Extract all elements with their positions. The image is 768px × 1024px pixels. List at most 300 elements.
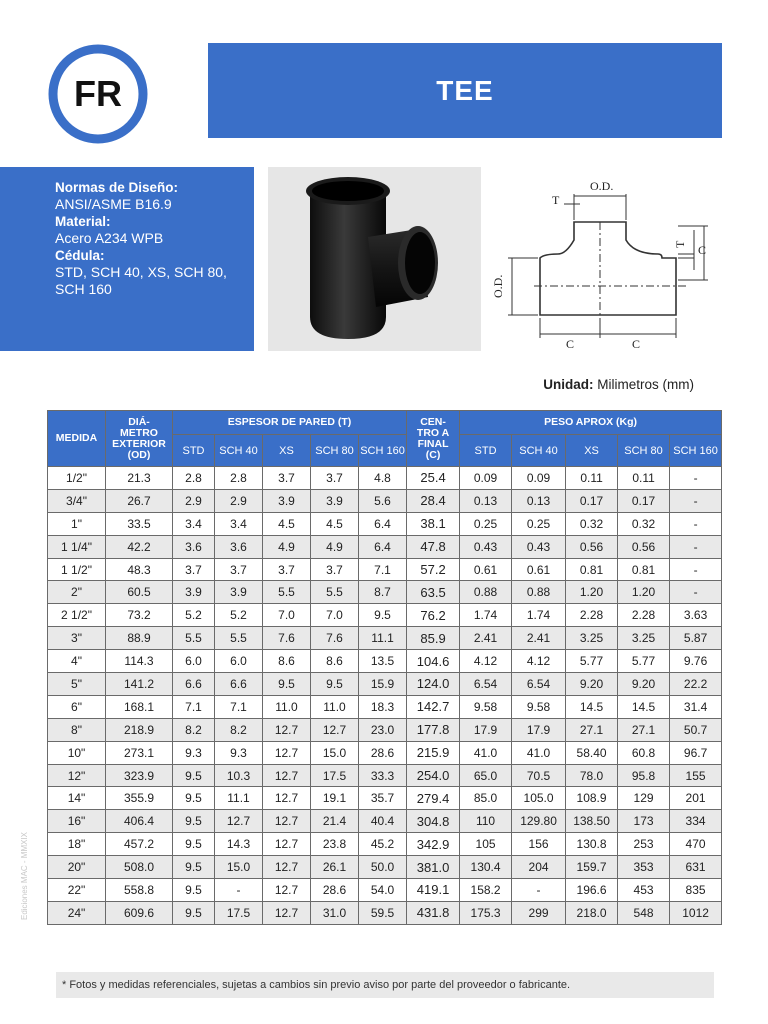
table-cell: 0.61 bbox=[512, 558, 566, 581]
unit-value: Milimetros (mm) bbox=[597, 377, 694, 392]
table-cell: 63.5 bbox=[407, 581, 460, 604]
table-cell: 141.2 bbox=[106, 673, 173, 696]
table-row bbox=[48, 695, 722, 718]
table-cell: 35.7 bbox=[359, 787, 407, 810]
table-row bbox=[48, 901, 722, 924]
table-cell: 273.1 bbox=[106, 741, 173, 764]
table-row bbox=[48, 650, 722, 673]
table-cell: 201 bbox=[670, 787, 722, 810]
table-cell: 42.2 bbox=[106, 535, 173, 558]
table-cell: 3.7 bbox=[215, 558, 263, 581]
company-logo bbox=[46, 44, 150, 144]
table-cell: 1" bbox=[48, 512, 106, 535]
table-cell: 10.3 bbox=[215, 764, 263, 787]
table-cell: 7.6 bbox=[311, 627, 359, 650]
table-cell: 45.2 bbox=[359, 833, 407, 856]
unit-label: Unidad: bbox=[543, 377, 594, 392]
table-cell: 353 bbox=[618, 856, 670, 879]
table-cell: 47.8 bbox=[407, 535, 460, 558]
table-cell: 26.1 bbox=[311, 856, 359, 879]
table-cell: 19.1 bbox=[311, 787, 359, 810]
table-cell: 253 bbox=[618, 833, 670, 856]
table-cell: 4" bbox=[48, 650, 106, 673]
table-row bbox=[48, 467, 722, 490]
table-cell: 835 bbox=[670, 879, 722, 902]
table-cell: 142.7 bbox=[407, 695, 460, 718]
table-cell: 114.3 bbox=[106, 650, 173, 673]
table-cell: 11.0 bbox=[263, 695, 311, 718]
table-row bbox=[48, 856, 722, 879]
table-cell: 17.5 bbox=[215, 901, 263, 924]
table-cell: 9.3 bbox=[215, 741, 263, 764]
technical-drawing bbox=[486, 170, 722, 354]
footnote: * Fotos y medidas referenciales, sujetas a cambios sin previo aviso por parte del proveedor o fabricante. bbox=[56, 972, 714, 998]
table-cell: 11.0 bbox=[311, 695, 359, 718]
design-standard-label: Normas de Diseño: bbox=[55, 180, 179, 195]
table-row bbox=[48, 879, 722, 902]
subheader-wall-sch80: SCH 80 bbox=[311, 435, 359, 467]
table-cell: 0.88 bbox=[512, 581, 566, 604]
table-cell: 9.58 bbox=[460, 695, 512, 718]
table-cell: 0.43 bbox=[460, 535, 512, 558]
table-cell: 453 bbox=[618, 879, 670, 902]
table-cell: 28.4 bbox=[407, 489, 460, 512]
table-cell: 76.2 bbox=[407, 604, 460, 627]
header-medida: MEDIDA bbox=[48, 411, 106, 467]
table-cell: 304.8 bbox=[407, 810, 460, 833]
side-credit: Ediciones MAC - MMXIX bbox=[20, 831, 29, 920]
table-cell: 5.5 bbox=[263, 581, 311, 604]
table-cell: 12" bbox=[48, 764, 106, 787]
table-cell: 2.8 bbox=[215, 467, 263, 490]
table-cell: 10" bbox=[48, 741, 106, 764]
table-row bbox=[48, 627, 722, 650]
table-cell: 17.9 bbox=[512, 718, 566, 741]
table-cell: 5.77 bbox=[566, 650, 618, 673]
table-cell: 12.7 bbox=[215, 810, 263, 833]
table-cell: 3.7 bbox=[263, 558, 311, 581]
table-cell: 0.56 bbox=[566, 535, 618, 558]
table-cell: 17.9 bbox=[460, 718, 512, 741]
drawing-od-top-label: O.D. bbox=[590, 179, 614, 193]
unit-note bbox=[543, 377, 694, 392]
table-cell: 2.41 bbox=[512, 627, 566, 650]
subheader-weight-std: STD bbox=[460, 435, 512, 467]
table-cell: 57.2 bbox=[407, 558, 460, 581]
table-cell: 48.3 bbox=[106, 558, 173, 581]
table-cell: 95.8 bbox=[618, 764, 670, 787]
table-cell: 173 bbox=[618, 810, 670, 833]
drawing-c-side-label: C bbox=[698, 243, 707, 257]
table-cell: 58.40 bbox=[566, 741, 618, 764]
table-cell: 12.7 bbox=[263, 901, 311, 924]
table-cell: 0.32 bbox=[566, 512, 618, 535]
table-cell: 7.1 bbox=[359, 558, 407, 581]
table-cell: 3.9 bbox=[263, 489, 311, 512]
table-cell: 155 bbox=[670, 764, 722, 787]
table-cell: 215.9 bbox=[407, 741, 460, 764]
table-cell: 1.20 bbox=[618, 581, 670, 604]
table-cell: 5" bbox=[48, 673, 106, 696]
table-cell: - bbox=[670, 581, 722, 604]
table-cell: 22.2 bbox=[670, 673, 722, 696]
table-cell: 3.25 bbox=[618, 627, 670, 650]
subheader-weight-sch40: SCH 40 bbox=[512, 435, 566, 467]
table-cell: 2" bbox=[48, 581, 106, 604]
table-cell: 130.8 bbox=[566, 833, 618, 856]
table-cell: 3.7 bbox=[173, 558, 215, 581]
table-row bbox=[48, 810, 722, 833]
table-cell: 0.25 bbox=[512, 512, 566, 535]
table-cell: 8.7 bbox=[359, 581, 407, 604]
table-cell: 28.6 bbox=[311, 879, 359, 902]
table-cell: 419.1 bbox=[407, 879, 460, 902]
subheader-wall-xs: XS bbox=[263, 435, 311, 467]
table-cell: 0.09 bbox=[460, 467, 512, 490]
table-cell: 54.0 bbox=[359, 879, 407, 902]
table-cell: 11.1 bbox=[215, 787, 263, 810]
table-cell: 4.8 bbox=[359, 467, 407, 490]
table-cell: 8.6 bbox=[311, 650, 359, 673]
table-cell: 7.6 bbox=[263, 627, 311, 650]
table-cell: 0.43 bbox=[512, 535, 566, 558]
table-row bbox=[48, 787, 722, 810]
table-cell: 5.2 bbox=[173, 604, 215, 627]
table-cell: - bbox=[670, 489, 722, 512]
table-cell: 0.11 bbox=[618, 467, 670, 490]
table-cell: 175.3 bbox=[460, 901, 512, 924]
table-cell: 27.1 bbox=[618, 718, 670, 741]
table-cell: 60.8 bbox=[618, 741, 670, 764]
table-cell: 129 bbox=[618, 787, 670, 810]
table-cell: - bbox=[670, 467, 722, 490]
table-cell: 3.25 bbox=[566, 627, 618, 650]
table-cell: 4.12 bbox=[460, 650, 512, 673]
subheader-wall-std: STD bbox=[173, 435, 215, 467]
table-cell: 0.13 bbox=[460, 489, 512, 512]
table-cell: 78.0 bbox=[566, 764, 618, 787]
table-cell: 59.5 bbox=[359, 901, 407, 924]
table-cell: 8.2 bbox=[173, 718, 215, 741]
material-value: Acero A234 WPB bbox=[55, 230, 164, 246]
table-cell: 3/4" bbox=[48, 489, 106, 512]
table-cell: 7.0 bbox=[311, 604, 359, 627]
table-row bbox=[48, 673, 722, 696]
table-cell: 7.1 bbox=[173, 695, 215, 718]
table-cell: 299 bbox=[512, 901, 566, 924]
table-cell: 12.7 bbox=[263, 764, 311, 787]
table-cell: 4.5 bbox=[263, 512, 311, 535]
subheader-weight-xs: XS bbox=[566, 435, 618, 467]
table-cell: 8" bbox=[48, 718, 106, 741]
drawing-od-side-label: O.D. bbox=[491, 274, 505, 298]
table-cell: 0.32 bbox=[618, 512, 670, 535]
table-cell: 2.8 bbox=[173, 467, 215, 490]
table-cell: 9.20 bbox=[566, 673, 618, 696]
table-cell: 12.7 bbox=[263, 787, 311, 810]
table-cell: 50.7 bbox=[670, 718, 722, 741]
table-cell: 2.9 bbox=[173, 489, 215, 512]
table-cell: 22" bbox=[48, 879, 106, 902]
dimensions-table bbox=[47, 410, 722, 925]
table-cell: - bbox=[215, 879, 263, 902]
table-cell: 0.56 bbox=[618, 535, 670, 558]
table-cell: 41.0 bbox=[460, 741, 512, 764]
table-cell: 406.4 bbox=[106, 810, 173, 833]
table-cell: 5.5 bbox=[311, 581, 359, 604]
table-cell: 41.0 bbox=[512, 741, 566, 764]
table-cell: 33.3 bbox=[359, 764, 407, 787]
table-cell: 9.5 bbox=[173, 901, 215, 924]
table-cell: 60.5 bbox=[106, 581, 173, 604]
table-cell: 12.7 bbox=[263, 741, 311, 764]
subheader-wall-sch40: SCH 40 bbox=[215, 435, 263, 467]
table-cell: 9.5 bbox=[173, 856, 215, 879]
table-cell: 3.9 bbox=[173, 581, 215, 604]
table-cell: 168.1 bbox=[106, 695, 173, 718]
table-cell: 9.5 bbox=[311, 673, 359, 696]
subheader-weight-sch160: SCH 160 bbox=[670, 435, 722, 467]
table-cell: 11.1 bbox=[359, 627, 407, 650]
table-cell: 13.5 bbox=[359, 650, 407, 673]
table-cell: - bbox=[512, 879, 566, 902]
header-center-to-end: CEN- TRO A FINAL (C) bbox=[407, 411, 460, 467]
table-cell: 2.9 bbox=[215, 489, 263, 512]
table-cell: 4.9 bbox=[263, 535, 311, 558]
table-row bbox=[48, 604, 722, 627]
drawing-c-bottom-right-label: C bbox=[632, 337, 641, 351]
table-cell: 4.5 bbox=[311, 512, 359, 535]
table-cell: 2.28 bbox=[618, 604, 670, 627]
table-cell: 1.74 bbox=[512, 604, 566, 627]
table-cell: 3.7 bbox=[311, 558, 359, 581]
table-cell: 6.54 bbox=[512, 673, 566, 696]
table-cell: 17.5 bbox=[311, 764, 359, 787]
table-cell: 508.0 bbox=[106, 856, 173, 879]
table-cell: 21.4 bbox=[311, 810, 359, 833]
table-cell: 1 1/2" bbox=[48, 558, 106, 581]
table-cell: 6.4 bbox=[359, 535, 407, 558]
table-cell: 1 1/4" bbox=[48, 535, 106, 558]
schedule-label: Cédula: bbox=[55, 248, 105, 263]
table-cell: 12.7 bbox=[311, 718, 359, 741]
table-cell: 1.20 bbox=[566, 581, 618, 604]
table-cell: 16" bbox=[48, 810, 106, 833]
table-cell: 85.0 bbox=[460, 787, 512, 810]
table-cell: 323.9 bbox=[106, 764, 173, 787]
table-cell: 18.3 bbox=[359, 695, 407, 718]
table-cell: 9.5 bbox=[173, 764, 215, 787]
subheader-weight-sch80: SCH 80 bbox=[618, 435, 670, 467]
table-cell: 12.7 bbox=[263, 833, 311, 856]
table-cell: 0.17 bbox=[618, 489, 670, 512]
table-row bbox=[48, 489, 722, 512]
drawing-c-bottom-left-label: C bbox=[566, 337, 575, 351]
table-cell: 14.5 bbox=[566, 695, 618, 718]
table-cell: 6" bbox=[48, 695, 106, 718]
specs-panel bbox=[0, 167, 254, 351]
table-cell: 33.5 bbox=[106, 512, 173, 535]
table-cell: 31.4 bbox=[670, 695, 722, 718]
table-cell: 12.7 bbox=[263, 879, 311, 902]
table-cell: 6.6 bbox=[173, 673, 215, 696]
table-cell: 31.0 bbox=[311, 901, 359, 924]
table-cell: 470 bbox=[670, 833, 722, 856]
table-cell: 342.9 bbox=[407, 833, 460, 856]
table-cell: 38.1 bbox=[407, 512, 460, 535]
table-cell: 3.63 bbox=[670, 604, 722, 627]
table-cell: - bbox=[670, 558, 722, 581]
table-cell: 631 bbox=[670, 856, 722, 879]
table-cell: 3" bbox=[48, 627, 106, 650]
drawing-t-top-label: T bbox=[552, 193, 560, 207]
table-cell: 3.6 bbox=[173, 535, 215, 558]
table-cell: 9.5 bbox=[173, 833, 215, 856]
table-row bbox=[48, 741, 722, 764]
table-cell: 15.9 bbox=[359, 673, 407, 696]
table-cell: 24" bbox=[48, 901, 106, 924]
table-cell: 28.6 bbox=[359, 741, 407, 764]
table-cell: 1/2" bbox=[48, 467, 106, 490]
table-cell: 5.5 bbox=[173, 627, 215, 650]
table-cell: 23.8 bbox=[311, 833, 359, 856]
table-row bbox=[48, 535, 722, 558]
table-cell: 3.7 bbox=[311, 467, 359, 490]
table-cell: 3.4 bbox=[173, 512, 215, 535]
table-cell: 7.1 bbox=[215, 695, 263, 718]
table-cell: 14.5 bbox=[618, 695, 670, 718]
table-cell: 85.9 bbox=[407, 627, 460, 650]
table-row bbox=[48, 512, 722, 535]
table-cell: 40.4 bbox=[359, 810, 407, 833]
table-cell: 218.0 bbox=[566, 901, 618, 924]
table-cell: 156 bbox=[512, 833, 566, 856]
table-cell: 9.3 bbox=[173, 741, 215, 764]
table-cell: 15.0 bbox=[311, 741, 359, 764]
table-cell: 0.13 bbox=[512, 489, 566, 512]
table-cell: 65.0 bbox=[460, 764, 512, 787]
table-cell: 609.6 bbox=[106, 901, 173, 924]
table-cell: 6.0 bbox=[215, 650, 263, 673]
table-cell: 9.5 bbox=[173, 787, 215, 810]
table-cell: 20" bbox=[48, 856, 106, 879]
table-row bbox=[48, 718, 722, 741]
table-cell: 0.25 bbox=[460, 512, 512, 535]
table-cell: 0.09 bbox=[512, 467, 566, 490]
table-cell: 15.0 bbox=[215, 856, 263, 879]
table-cell: 0.17 bbox=[566, 489, 618, 512]
table-cell: 0.11 bbox=[566, 467, 618, 490]
schedule-value-1: STD, SCH 40, XS, SCH 80, bbox=[55, 264, 227, 280]
table-cell: 9.76 bbox=[670, 650, 722, 673]
header-od: DIÁ- METRO EXTERIOR (OD) bbox=[106, 411, 173, 467]
table-cell: 196.6 bbox=[566, 879, 618, 902]
table-cell: 6.54 bbox=[460, 673, 512, 696]
table-cell: - bbox=[670, 512, 722, 535]
table-cell: 6.0 bbox=[173, 650, 215, 673]
table-cell: 381.0 bbox=[407, 856, 460, 879]
table-row bbox=[48, 764, 722, 787]
table-cell: 5.5 bbox=[215, 627, 263, 650]
table-cell: 457.2 bbox=[106, 833, 173, 856]
table-cell: 110 bbox=[460, 810, 512, 833]
table-cell: 12.7 bbox=[263, 810, 311, 833]
table-cell: 3.7 bbox=[263, 467, 311, 490]
table-cell: 3.6 bbox=[215, 535, 263, 558]
table-cell: 2 1/2" bbox=[48, 604, 106, 627]
table-cell: 9.5 bbox=[173, 879, 215, 902]
logo-text: FR bbox=[74, 73, 122, 114]
table-cell: 27.1 bbox=[566, 718, 618, 741]
table-cell: 50.0 bbox=[359, 856, 407, 879]
table-cell: 159.7 bbox=[566, 856, 618, 879]
title-banner bbox=[208, 43, 722, 138]
table-cell: 25.4 bbox=[407, 467, 460, 490]
header-wall-thickness: ESPESOR DE PARED (T) bbox=[173, 411, 407, 435]
table-cell: 4.9 bbox=[311, 535, 359, 558]
table-row bbox=[48, 833, 722, 856]
table-cell: 9.5 bbox=[359, 604, 407, 627]
table-cell: 3.9 bbox=[311, 489, 359, 512]
table-cell: 431.8 bbox=[407, 901, 460, 924]
table-cell: 129.80 bbox=[512, 810, 566, 833]
table-cell: 0.61 bbox=[460, 558, 512, 581]
table-cell: 9.5 bbox=[263, 673, 311, 696]
table-cell: 12.7 bbox=[263, 718, 311, 741]
header-weight: PESO APROX (Kg) bbox=[460, 411, 722, 435]
table-cell: 124.0 bbox=[407, 673, 460, 696]
table-cell: 5.77 bbox=[618, 650, 670, 673]
table-cell: 18" bbox=[48, 833, 106, 856]
material-label: Material: bbox=[55, 214, 111, 229]
drawing-t-side-label: T bbox=[673, 240, 687, 248]
table-cell: 158.2 bbox=[460, 879, 512, 902]
table-cell: 2.41 bbox=[460, 627, 512, 650]
table-cell: 5.2 bbox=[215, 604, 263, 627]
table-cell: 0.81 bbox=[618, 558, 670, 581]
table-cell: 96.7 bbox=[670, 741, 722, 764]
schedule-value-2: SCH 160 bbox=[55, 281, 112, 297]
table-body bbox=[48, 467, 722, 925]
table-cell: 4.12 bbox=[512, 650, 566, 673]
table-row bbox=[48, 558, 722, 581]
table-cell: 9.58 bbox=[512, 695, 566, 718]
table-cell: - bbox=[670, 535, 722, 558]
table-cell: 279.4 bbox=[407, 787, 460, 810]
table-cell: 14" bbox=[48, 787, 106, 810]
table-cell: 204 bbox=[512, 856, 566, 879]
table-cell: 73.2 bbox=[106, 604, 173, 627]
table-cell: 9.20 bbox=[618, 673, 670, 696]
table-cell: 1.74 bbox=[460, 604, 512, 627]
table-cell: 5.6 bbox=[359, 489, 407, 512]
table-cell: 334 bbox=[670, 810, 722, 833]
table-cell: 138.50 bbox=[566, 810, 618, 833]
table-cell: 177.8 bbox=[407, 718, 460, 741]
table-cell: 254.0 bbox=[407, 764, 460, 787]
table-cell: 0.88 bbox=[460, 581, 512, 604]
table-row bbox=[48, 581, 722, 604]
table-cell: 88.9 bbox=[106, 627, 173, 650]
table-cell: 8.6 bbox=[263, 650, 311, 673]
table-cell: 104.6 bbox=[407, 650, 460, 673]
table-cell: 70.5 bbox=[512, 764, 566, 787]
table-cell: 3.4 bbox=[215, 512, 263, 535]
table-cell: 9.5 bbox=[173, 810, 215, 833]
table-cell: 548 bbox=[618, 901, 670, 924]
table-cell: 355.9 bbox=[106, 787, 173, 810]
page-title: TEE bbox=[436, 74, 494, 106]
